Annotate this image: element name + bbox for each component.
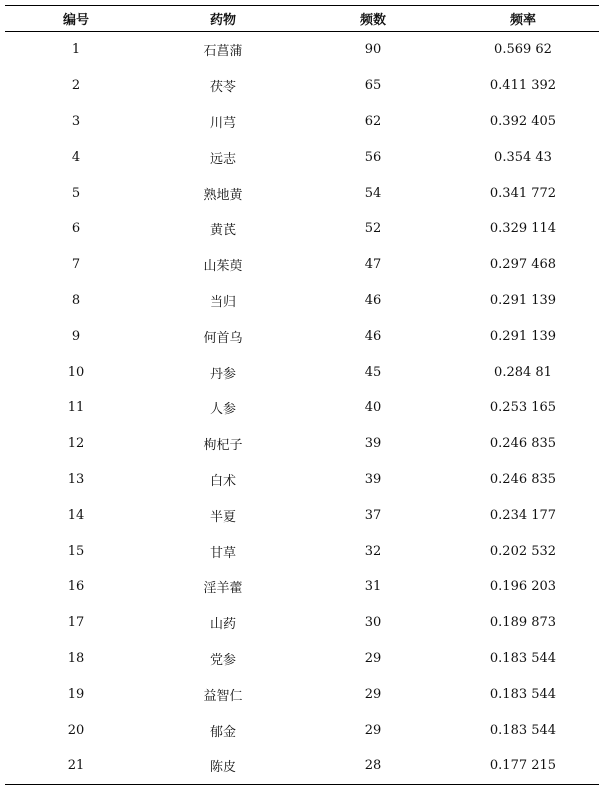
drug-name-cell: 熟地黄 [203, 187, 243, 203]
table-row [5, 712, 599, 748]
frequency-cell: 0.183 544 [489, 686, 557, 702]
drug-name-cell: 人参 [209, 402, 236, 418]
frequency-cell: 0.202 532 [489, 543, 557, 559]
row-id-cell: 13 [67, 471, 85, 487]
row-id-cell: 3 [71, 113, 81, 129]
row-id-cell: 4 [71, 149, 81, 165]
frequency-cell: 0.183 544 [489, 722, 557, 738]
table-row [5, 390, 599, 426]
count-cell: 31 [364, 579, 382, 595]
header-row [5, 6, 599, 32]
row-id-cell: 18 [67, 650, 85, 666]
count-cell: 29 [364, 686, 382, 702]
row-id-cell: 5 [71, 185, 81, 201]
count-cell: 46 [364, 328, 382, 344]
row-id-cell: 15 [67, 543, 85, 559]
frequency-cell: 0.569 62 [494, 42, 552, 58]
drug-name-cell: 郁金 [209, 724, 236, 740]
drug-name-cell: 党参 [209, 652, 236, 668]
drug-name-cell: 黄芪 [209, 223, 236, 239]
table-row [5, 175, 599, 211]
drug-name-cell: 枸杞子 [203, 438, 243, 454]
count-cell: 46 [364, 292, 382, 308]
table-row [5, 283, 599, 319]
row-id-cell: 12 [67, 436, 85, 452]
count-cell: 45 [364, 364, 382, 380]
frequency-cell: 0.411 392 [489, 78, 557, 94]
frequency-cell: 0.341 772 [489, 185, 557, 201]
frequency-cell: 0.392 405 [489, 113, 557, 129]
drug-name-cell: 山药 [209, 617, 236, 633]
row-id-cell: 16 [67, 579, 85, 595]
frequency-cell: 0.246 835 [489, 436, 557, 452]
table-row [5, 247, 599, 283]
frequency-cell: 0.329 114 [489, 221, 557, 237]
row-id-cell: 21 [67, 758, 85, 774]
drug-name-cell: 当归 [209, 294, 236, 310]
drug-name-cell: 淫羊藿 [203, 581, 243, 597]
drug-name-cell: 益智仁 [203, 688, 243, 704]
drug-name-cell: 何首乌 [203, 330, 243, 346]
row-id-cell: 7 [71, 257, 81, 273]
table-row [5, 462, 599, 498]
table-row [5, 676, 599, 712]
frequency-cell: 0.196 203 [489, 579, 557, 595]
frequency-cell: 0.189 873 [489, 615, 557, 631]
count-cell: 28 [364, 758, 382, 774]
count-cell: 29 [364, 650, 382, 666]
table-row [5, 104, 599, 140]
drug-name-cell: 丹参 [209, 366, 236, 382]
count-cell: 29 [364, 722, 382, 738]
drug-name-cell: 川芎 [209, 115, 236, 131]
row-id-cell: 20 [67, 722, 85, 738]
drug-name-cell: 茯苓 [209, 80, 236, 96]
count-cell: 52 [364, 221, 382, 237]
row-id-cell: 1 [71, 42, 81, 58]
frequency-cell: 0.177 215 [489, 758, 557, 774]
frequency-cell: 0.253 165 [489, 400, 557, 416]
count-cell: 90 [364, 42, 382, 58]
drug-name-cell: 石菖蒲 [203, 44, 243, 60]
count-cell: 40 [364, 400, 382, 416]
table-row [5, 139, 599, 175]
frequency-cell: 0.246 835 [489, 471, 557, 487]
frequency-cell: 0.284 81 [494, 364, 552, 380]
frequency-cell: 0.354 43 [494, 149, 552, 165]
table-row [5, 497, 599, 533]
table-row [5, 569, 599, 605]
table-row [5, 318, 599, 354]
row-id-cell: 11 [67, 400, 85, 416]
row-id-cell: 9 [71, 328, 81, 344]
count-cell: 62 [364, 113, 382, 129]
table-row [5, 426, 599, 462]
count-cell: 54 [364, 185, 382, 201]
count-cell: 39 [364, 436, 382, 452]
table-header [5, 6, 599, 32]
count-cell: 30 [364, 615, 382, 631]
table-row [5, 533, 599, 569]
row-id-cell: 6 [71, 221, 81, 237]
header-frequency: 频率 [509, 13, 536, 28]
header-id: 编号 [62, 13, 89, 28]
count-cell: 65 [364, 78, 382, 94]
row-id-cell: 14 [67, 507, 85, 523]
drug-name-cell: 白术 [209, 473, 236, 489]
count-cell: 56 [364, 149, 382, 165]
table-body [5, 32, 599, 785]
drug-name-cell: 远志 [209, 151, 236, 167]
frequency-cell: 0.291 139 [489, 292, 557, 308]
frequency-cell: 0.297 468 [489, 257, 557, 273]
row-id-cell: 8 [71, 292, 81, 308]
drug-frequency-table-container [5, 5, 599, 785]
count-cell: 39 [364, 471, 382, 487]
table-row [5, 68, 599, 104]
count-cell: 37 [364, 507, 382, 523]
drug-name-cell: 陈皮 [209, 760, 236, 776]
table-row [5, 605, 599, 641]
count-cell: 47 [364, 257, 382, 273]
table-row [5, 32, 599, 68]
drug-name-cell: 山茱萸 [203, 259, 243, 275]
drug-name-cell: 甘草 [209, 545, 236, 561]
frequency-cell: 0.234 177 [489, 507, 557, 523]
frequency-cell: 0.183 544 [489, 650, 557, 666]
row-id-cell: 17 [67, 615, 85, 631]
drug-name-cell: 半夏 [209, 509, 236, 525]
table-row [5, 354, 599, 390]
row-id-cell: 2 [71, 78, 81, 94]
count-cell: 32 [364, 543, 382, 559]
row-id-cell: 19 [67, 686, 85, 702]
table-row [5, 748, 599, 784]
row-id-cell: 10 [67, 364, 85, 380]
frequency-cell: 0.291 139 [489, 328, 557, 344]
table-row [5, 211, 599, 247]
drug-frequency-table [5, 5, 599, 785]
table-row [5, 641, 599, 677]
header-count: 频数 [359, 13, 386, 28]
header-drug: 药物 [209, 13, 236, 28]
